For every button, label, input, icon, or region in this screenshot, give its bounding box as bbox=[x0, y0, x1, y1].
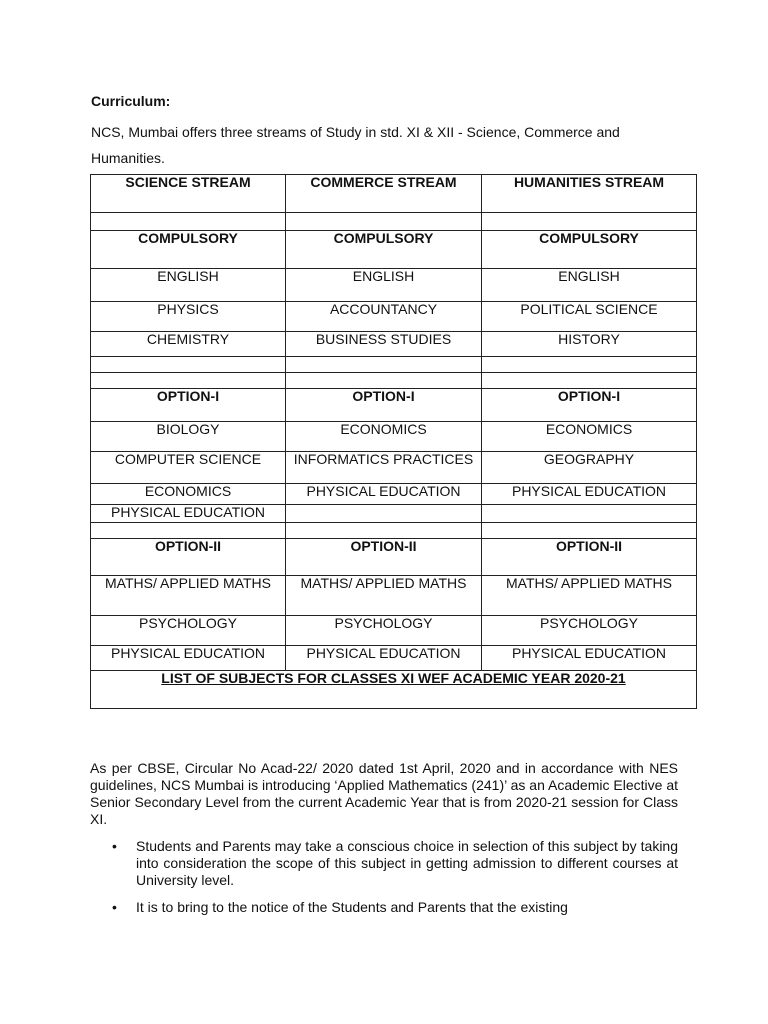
table-cell: ECONOMICS bbox=[286, 422, 482, 452]
table-cell: ENGLISH bbox=[482, 269, 697, 302]
table-cell: PHYSICS bbox=[91, 302, 286, 332]
header-humanities: HUMANITIES STREAM bbox=[482, 175, 697, 213]
table-row bbox=[91, 576, 697, 616]
table-cell: HISTORY bbox=[482, 332, 697, 357]
spacer-row bbox=[91, 213, 697, 231]
table-cell: PHYSICAL EDUCATION bbox=[286, 484, 482, 505]
table-cell: COMPUTER SCIENCE bbox=[91, 452, 286, 484]
table-row bbox=[91, 452, 697, 484]
header-science: SCIENCE STREAM bbox=[91, 175, 286, 213]
bullet-icon: • bbox=[112, 838, 117, 854]
table-cell: BIOLOGY bbox=[91, 422, 286, 452]
option2-row bbox=[91, 539, 697, 576]
table-cell: ENGLISH bbox=[91, 269, 286, 302]
table-row bbox=[91, 505, 697, 523]
cbse-circular-paragraph: As per CBSE, Circular No Acad-22/ 2020 dated 1st April, 2020 and in accordance with NES guidelines, NCS Mumbai is introducing ‘Applied Mathematics (241)’ as an Academic Elective at Senior Secondary Level from the current Academic Year that is from 2020-21 session for Class XI. bbox=[90, 760, 678, 827]
table-row bbox=[91, 646, 697, 671]
table-cell: MATHS/ APPLIED MATHS bbox=[482, 576, 697, 616]
compulsory-row bbox=[91, 231, 697, 269]
spacer-row bbox=[91, 523, 697, 539]
bullet-text: Students and Parents may take a conscious choice in selection of this subject by taking into consideration the scope of this subject in getting admission to different courses at University level. bbox=[136, 838, 678, 888]
table-caption: LIST OF SUBJECTS FOR CLASSES XI WEF ACADEMIC YEAR 2020-21 bbox=[91, 671, 697, 709]
compulsory-label: COMPULSORY bbox=[286, 231, 482, 269]
header-row bbox=[91, 175, 697, 213]
table-cell: ECONOMICS bbox=[482, 422, 697, 452]
intro-text: NCS, Mumbai offers three streams of Study in std. XI & XII - Science, Commerce and Humanities. bbox=[91, 124, 620, 166]
compulsory-label: COMPULSORY bbox=[91, 231, 286, 269]
bullet-list bbox=[112, 838, 678, 926]
table-cell: PHYSICAL EDUCATION bbox=[91, 646, 286, 671]
table-cell: PHYSICAL EDUCATION bbox=[286, 646, 482, 671]
option1-label: OPTION-I bbox=[482, 389, 697, 422]
bullet-text: It is to bring to the notice of the Students and Parents that the existing bbox=[136, 899, 568, 915]
table-cell: CHEMISTRY bbox=[91, 332, 286, 357]
footer-row bbox=[91, 671, 697, 709]
table-cell: PSYCHOLOGY bbox=[286, 616, 482, 646]
spacer-row bbox=[91, 357, 697, 373]
table-cell: MATHS/ APPLIED MATHS bbox=[286, 576, 482, 616]
table-cell: INFORMATICS PRACTICES bbox=[286, 452, 482, 484]
page-heading: Curriculum: bbox=[91, 93, 171, 109]
option2-label: OPTION-II bbox=[286, 539, 482, 576]
table-cell: PHYSICAL EDUCATION bbox=[91, 505, 286, 523]
compulsory-label: COMPULSORY bbox=[482, 231, 697, 269]
table-row bbox=[91, 332, 697, 357]
table-cell: GEOGRAPHY bbox=[482, 452, 697, 484]
table-cell: POLITICAL SCIENCE bbox=[482, 302, 697, 332]
table-cell bbox=[286, 505, 482, 523]
option2-label: OPTION-II bbox=[91, 539, 286, 576]
table-row bbox=[91, 616, 697, 646]
table-cell: ECONOMICS bbox=[91, 484, 286, 505]
option2-label: OPTION-II bbox=[482, 539, 697, 576]
table-row bbox=[91, 484, 697, 505]
table-row bbox=[91, 302, 697, 332]
option1-label: OPTION-I bbox=[91, 389, 286, 422]
spacer-row bbox=[91, 373, 697, 389]
option1-row bbox=[91, 389, 697, 422]
header-commerce: COMMERCE STREAM bbox=[286, 175, 482, 213]
table-cell bbox=[482, 505, 697, 523]
table-cell: PSYCHOLOGY bbox=[91, 616, 286, 646]
table-cell: MATHS/ APPLIED MATHS bbox=[91, 576, 286, 616]
table-cell: BUSINESS STUDIES bbox=[286, 332, 482, 357]
option1-label: OPTION-I bbox=[286, 389, 482, 422]
table-cell: ENGLISH bbox=[286, 269, 482, 302]
table-cell: PSYCHOLOGY bbox=[482, 616, 697, 646]
bullet-icon: • bbox=[112, 899, 117, 915]
table-row bbox=[91, 422, 697, 452]
subjects-table bbox=[90, 174, 697, 709]
table-cell: PHYSICAL EDUCATION bbox=[482, 646, 697, 671]
bullet-item bbox=[112, 899, 678, 916]
table-cell: PHYSICAL EDUCATION bbox=[482, 484, 697, 505]
table-row bbox=[91, 269, 697, 302]
table-cell: ACCOUNTANCY bbox=[286, 302, 482, 332]
bullet-item bbox=[112, 838, 678, 889]
